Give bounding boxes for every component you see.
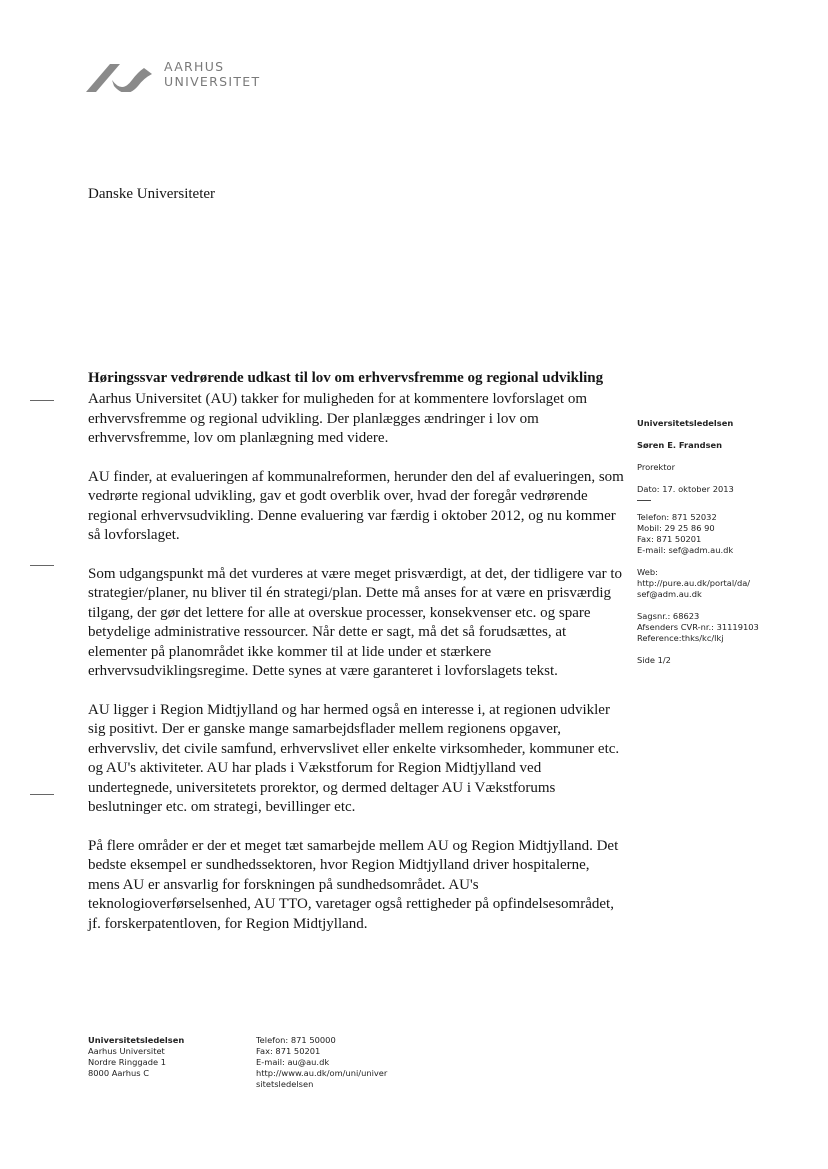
footer-line: sitetsledelsen bbox=[256, 1079, 314, 1089]
footer-address bbox=[88, 1035, 248, 1079]
footer-line: Nordre Ringgade 1 bbox=[88, 1057, 167, 1067]
page-number: Side 1/2 bbox=[637, 655, 671, 665]
footer-line: http://www.au.dk/om/uni/univer bbox=[256, 1068, 388, 1078]
paragraph: AU finder, at evalueringen af kommunalreformen, herunder den del af evalueringen, som vedrørte regional udvikling, gav et godt overblik over, hvad der foregår vedrørende regional erhvervsudvikling. Denne evaluering var færdig i oktober 2012, og nu kommer så lovforslaget. bbox=[88, 468, 624, 543]
paragraph: Som udgangspunkt må det vurderes at være meget prisværdigt, at det, der tidligere var to strategier/planer, nu bliver til én strategi/plan. Dette må anses for at være en prisværdig tilgang, der gør det lettere for alle at overskue processer, konsekvenser etc. og spare betydelige administrative ressourcer. Når dette er sagt, må det så forudsættes, at elementer på planområdet ikke kommer til at lide under et stærkere erhvervsudviklingsregime. Dette synes at være garanteret i lovforslagets tekst. bbox=[88, 565, 623, 679]
logo-text bbox=[164, 59, 260, 89]
margin-mark bbox=[30, 794, 54, 795]
sender-cvr: Afsenders CVR-nr.: 31119103 bbox=[637, 622, 759, 632]
divider bbox=[637, 500, 651, 501]
sender-fax: Fax: 871 50201 bbox=[637, 534, 702, 544]
margin-mark bbox=[30, 565, 54, 566]
web-label: Web: bbox=[637, 567, 658, 577]
sender-mobile: Mobil: 29 25 86 90 bbox=[637, 523, 715, 533]
paragraph: På flere områder er der et meget tæt samarbejde mellem AU og Region Midtjylland. Det bedste eksempel er sundhedssektoren, hvor Region Midtjylland driver hospitalerne, mens AU er ansvarlig for forskningen på sundhedsområdet. AU's teknologioverførselsenhed, AU TTO, varetager også rettigheder på opfindelsesområdet, jf. forskerpatentloven, for Region Midtjylland. bbox=[88, 837, 619, 932]
letter-body bbox=[88, 368, 624, 953]
web-email: sef@adm.au.dk bbox=[637, 589, 702, 599]
recipient: Danske Universiteter bbox=[88, 186, 216, 202]
footer-line: 8000 Aarhus C bbox=[88, 1068, 150, 1078]
margin-mark bbox=[30, 400, 54, 401]
footer-contact bbox=[256, 1035, 456, 1090]
university-logo bbox=[86, 54, 266, 98]
footer-line: Telefon: 871 50000 bbox=[256, 1035, 336, 1045]
sender-info bbox=[637, 418, 817, 666]
footer-line: Aarhus Universitet bbox=[88, 1046, 165, 1056]
sender-email: E-mail: sef@adm.au.dk bbox=[637, 545, 734, 555]
case-number: Sagsnr.: 68623 bbox=[637, 611, 700, 621]
au-logo-icon bbox=[86, 58, 156, 92]
reference: Reference:thks/kc/lkj bbox=[637, 633, 724, 643]
footer-line: Universitetsledelsen bbox=[88, 1035, 185, 1045]
footer-line: E-mail: au@au.dk bbox=[256, 1057, 330, 1067]
sender-name: Søren E. Frandsen bbox=[637, 440, 723, 450]
footer-line: Fax: 871 50201 bbox=[256, 1046, 321, 1056]
paragraph: AU ligger i Region Midtjylland og har hermed også en interesse i, at regionen udvikler sig positivt. Der er ganske mange samarbejdsflader mellem regionens opgaver, erhvervsliv, det civile samfund, erhvervslivet eller enkelte virksomheder, kommuner etc. og AU's aktiviteter. AU har plads i Vækstforum for Region Midtjylland ved undertegnede, universitetets prorektor, og dermed deltager AU i Vækstforums beslutninger etc. om strategi, bevillinger etc. bbox=[88, 701, 620, 815]
letter-date: Dato: 17. oktober 2013 bbox=[637, 484, 734, 494]
logo-text-line2: UNIVERSITET bbox=[164, 74, 261, 89]
sender-phone: Telefon: 871 52032 bbox=[637, 512, 717, 522]
logo-text-line1: AARHUS bbox=[164, 59, 225, 74]
sender-department: Universitetsledelsen bbox=[637, 418, 734, 428]
paragraph: Aarhus Universitet (AU) takker for muligheden for at kommentere lovforslaget om erhvervsfremme og regional udvikling. Der planlægges ændringer i lov om erhvervsfremme, lov om planlægning med videre. bbox=[88, 391, 588, 446]
letter-subject: Høringssvar vedrørende udkast til lov om erhvervsfremme og regional udvikling bbox=[88, 370, 604, 386]
web-url: http://pure.au.dk/portal/da/ bbox=[637, 578, 751, 588]
sender-title: Prorektor bbox=[637, 462, 676, 472]
